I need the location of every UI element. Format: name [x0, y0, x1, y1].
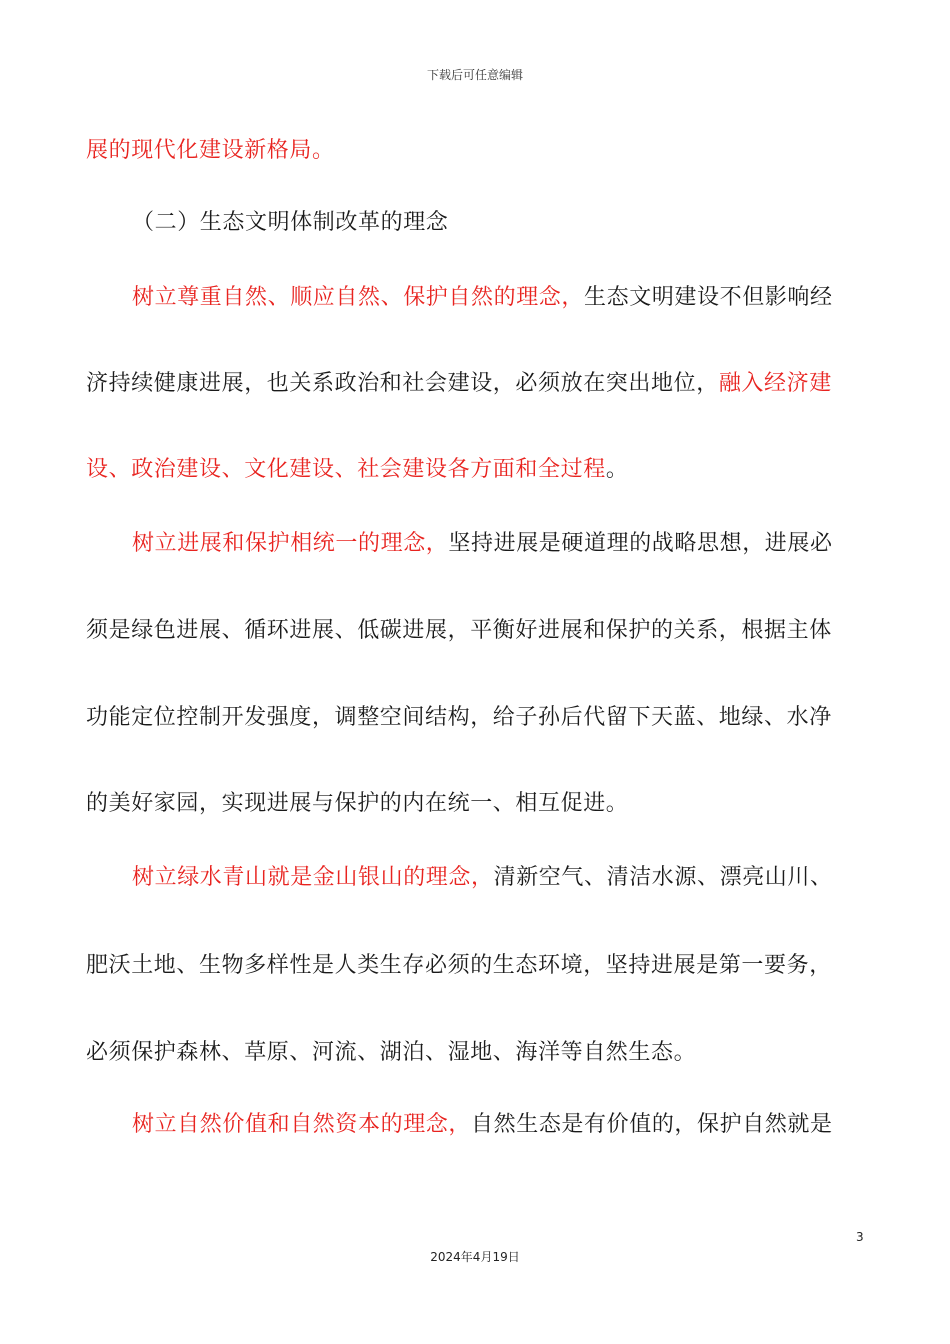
text-segment: 树立尊重自然、顺应自然、保护自然的理念， [132, 285, 585, 310]
text-segment: 树立绿水青山就是金山银山的理念， [132, 865, 494, 890]
text-segment: 肥沃土地、生物多样性是人类生存必须的生态环境，坚持进展是第一要务， [86, 953, 832, 978]
text-segment: 设、政治建设、文化建设、社会建设各方面和全过程 [86, 457, 606, 482]
body-line [132, 283, 866, 313]
text-segment: （二）生态文明体制改革的理念 [132, 210, 449, 235]
text-segment: 必须保护森林、草原、河流、湖泊、湿地、海洋等自然生态。 [86, 1040, 697, 1065]
text-segment: 功能定位控制开发强度，调整空间结构，给子孙后代留下天蓝、地绿、水净 [86, 705, 832, 730]
body-line [86, 789, 866, 819]
section-heading [132, 208, 866, 238]
body-line [86, 616, 866, 646]
body-line [86, 951, 866, 981]
text-segment: 自然生态是有价值的，保护自然就是 [471, 1112, 833, 1137]
text-segment: 清新空气、清洁水源、漂亮山川、 [493, 865, 833, 890]
text-segment: 坚持进展是硬道理的战略思想，进展必 [448, 531, 833, 556]
text-segment: 树立进展和保护相统一的理念， [132, 531, 449, 556]
text-segment: 生态文明建设不但影响经 [584, 285, 833, 310]
text-segment: 树立自然价值和自然资本的理念， [132, 1112, 472, 1137]
text-segment: 展的现代化建设新格局。 [86, 138, 335, 163]
text-segment: 融入经济建 [718, 371, 832, 396]
text-segment: 须是绿色进展、循环进展、低碳进展，平衡好进展和保护的关系，根据主体 [86, 618, 832, 643]
body-line [86, 1038, 866, 1068]
body-line [86, 703, 866, 733]
page-header: 下载后可任意编辑 [426, 68, 523, 82]
body-line [132, 529, 866, 559]
text-segment: 济持续健康进展，也关系政治和社会建设，必须放在突出地位， [86, 371, 719, 396]
text-segment: 。 [605, 457, 629, 482]
body-line [86, 369, 866, 399]
body-line [132, 1110, 866, 1140]
body-line [132, 863, 866, 893]
footer-date: 2024年4月19日 [430, 1250, 520, 1264]
body-line [86, 136, 866, 166]
body-line [86, 455, 866, 485]
page-number: 3 [856, 1230, 864, 1244]
text-segment: 的美好家园，实现进展与保护的内在统一、相互促进。 [86, 791, 629, 816]
